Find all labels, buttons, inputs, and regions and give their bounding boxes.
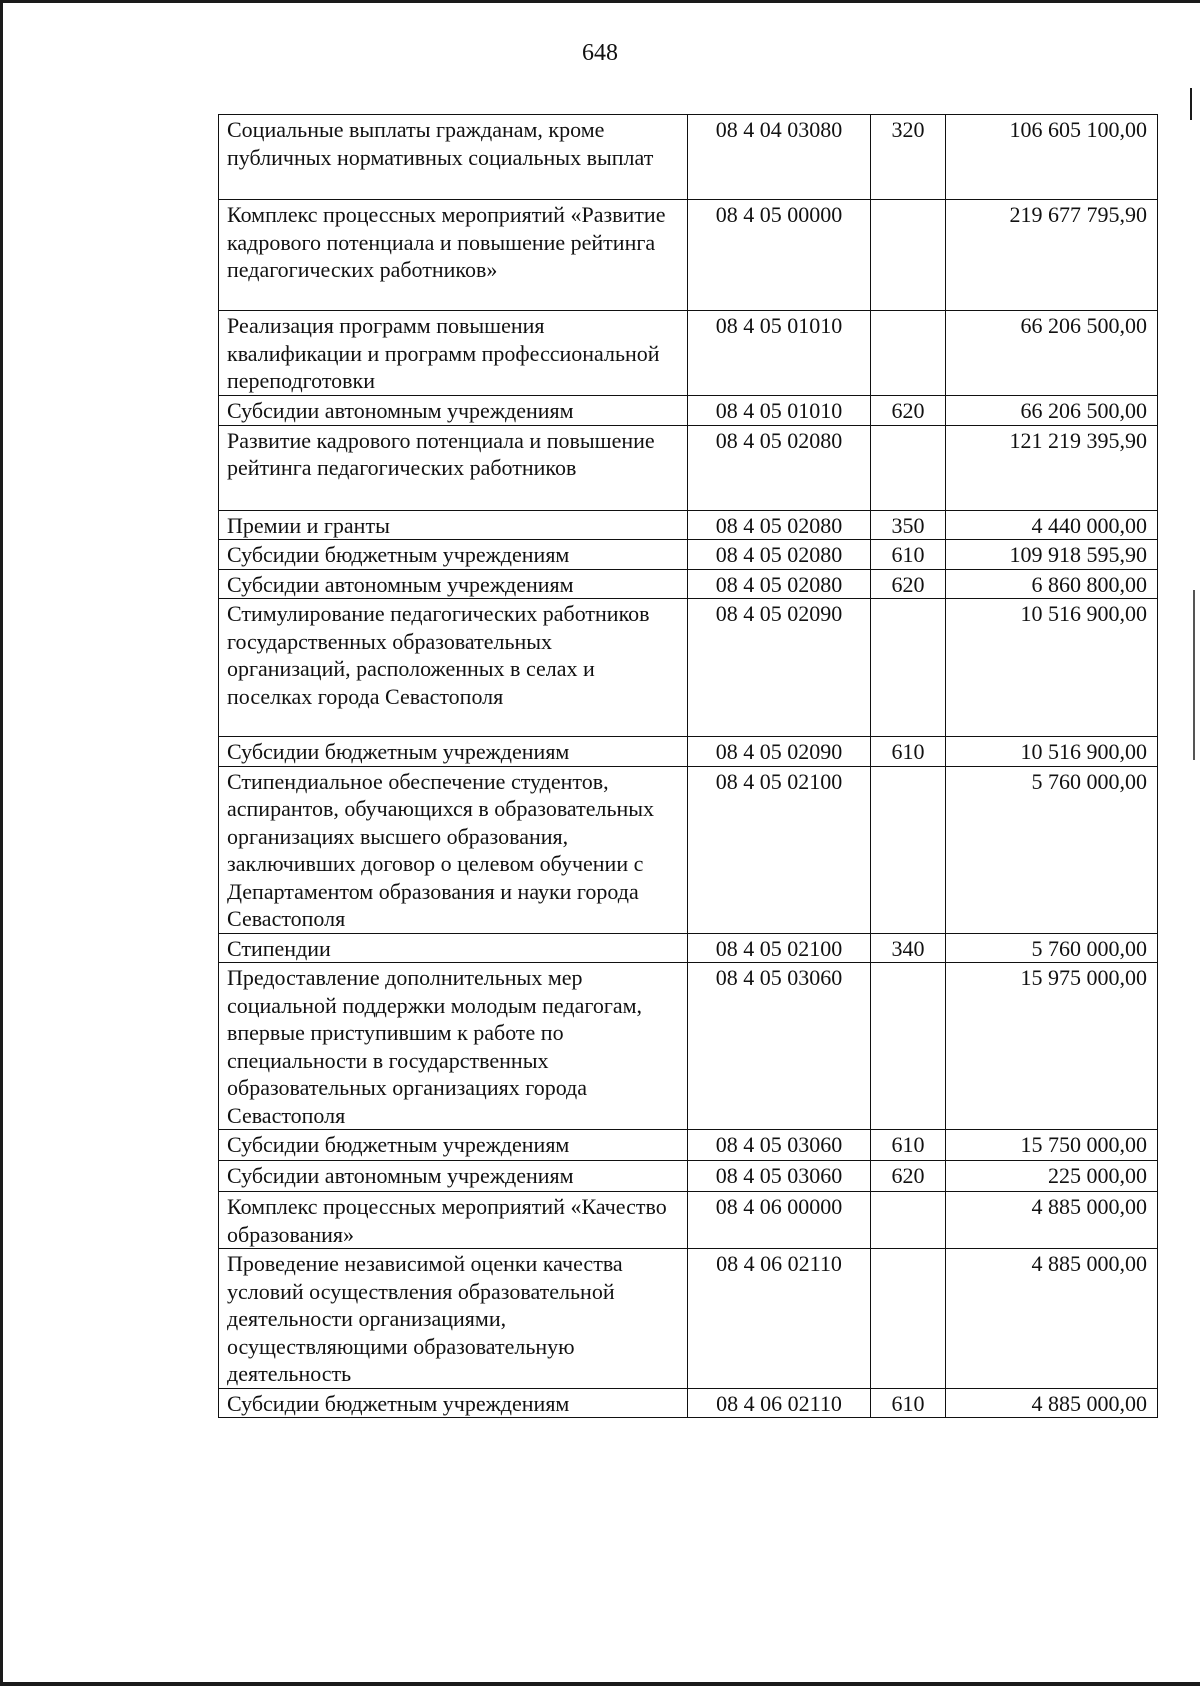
row-expense-type: 340 bbox=[871, 933, 946, 963]
row-code: 08 4 05 02100 bbox=[688, 766, 871, 933]
row-amount: 109 918 595,90 bbox=[946, 540, 1158, 570]
row-code: 08 4 06 02110 bbox=[688, 1249, 871, 1389]
row-amount: 4 885 000,00 bbox=[946, 1249, 1158, 1389]
row-code: 08 4 05 02080 bbox=[688, 425, 871, 510]
table-row bbox=[219, 200, 1158, 311]
row-name: Социальные выплаты гражданам, кроме публичных нормативных социальных выплат bbox=[219, 115, 688, 200]
row-expense-type bbox=[871, 963, 946, 1130]
row-amount: 225 000,00 bbox=[946, 1161, 1158, 1192]
row-amount: 10 516 900,00 bbox=[946, 737, 1158, 767]
row-expense-type bbox=[871, 311, 946, 396]
row-code: 08 4 05 02080 bbox=[688, 569, 871, 599]
row-expense-type: 320 bbox=[871, 115, 946, 200]
row-expense-type: 610 bbox=[871, 540, 946, 570]
row-code: 08 4 06 00000 bbox=[688, 1192, 871, 1249]
scan-border-top bbox=[0, 0, 1200, 3]
row-expense-type bbox=[871, 425, 946, 510]
table-row bbox=[219, 737, 1158, 767]
row-name: Субсидии бюджетным учреждениям bbox=[219, 1130, 688, 1161]
row-amount: 106 605 100,00 bbox=[946, 115, 1158, 200]
row-amount: 15 975 000,00 bbox=[946, 963, 1158, 1130]
row-code: 08 4 04 03080 bbox=[688, 115, 871, 200]
row-amount: 66 206 500,00 bbox=[946, 396, 1158, 426]
row-name: Развитие кадрового потенциала и повышение рейтинга педагогических работников bbox=[219, 425, 688, 510]
row-amount: 15 750 000,00 bbox=[946, 1130, 1158, 1161]
row-name: Комплекс процессных мероприятий «Качество образования» bbox=[219, 1192, 688, 1249]
scan-border-left bbox=[0, 0, 3, 1686]
table-row bbox=[219, 766, 1158, 933]
row-name: Проведение независимой оценки качества условий осуществления образовательной деятельности организациями, осуществляющими образовательную деятельность bbox=[219, 1249, 688, 1389]
row-amount: 121 219 395,90 bbox=[946, 425, 1158, 510]
table-row bbox=[219, 425, 1158, 510]
row-code: 08 4 05 00000 bbox=[688, 200, 871, 311]
row-expense-type: 350 bbox=[871, 510, 946, 540]
row-code: 08 4 05 03060 bbox=[688, 1130, 871, 1161]
row-expense-type: 610 bbox=[871, 1130, 946, 1161]
row-name: Реализация программ повышения квалификации и программ профессиональной переподготовки bbox=[219, 311, 688, 396]
scan-mark bbox=[1190, 88, 1192, 120]
table-row bbox=[219, 311, 1158, 396]
row-expense-type: 620 bbox=[871, 1161, 946, 1192]
row-code: 08 4 05 03060 bbox=[688, 963, 871, 1130]
row-amount: 5 760 000,00 bbox=[946, 933, 1158, 963]
row-name: Субсидии автономным учреждениям bbox=[219, 1161, 688, 1192]
row-amount: 4 885 000,00 bbox=[946, 1388, 1158, 1418]
row-expense-type: 610 bbox=[871, 737, 946, 767]
table-row bbox=[219, 599, 1158, 737]
row-code: 08 4 05 01010 bbox=[688, 396, 871, 426]
row-amount: 10 516 900,00 bbox=[946, 599, 1158, 737]
scan-border-bottom bbox=[0, 1682, 1200, 1686]
row-expense-type bbox=[871, 1249, 946, 1389]
table-row bbox=[219, 510, 1158, 540]
table-row bbox=[219, 1192, 1158, 1249]
row-name: Стипендиальное обеспечение студентов, аспирантов, обучающихся в образовательных организациях высшего образования, заключивших договор о целевом обучении с Департаментом образования и науки города Севастополя bbox=[219, 766, 688, 933]
row-name: Субсидии бюджетным учреждениям bbox=[219, 1388, 688, 1418]
row-code: 08 4 06 02110 bbox=[688, 1388, 871, 1418]
row-code: 08 4 05 02080 bbox=[688, 510, 871, 540]
table-row bbox=[219, 963, 1158, 1130]
row-code: 08 4 05 02090 bbox=[688, 599, 871, 737]
row-name: Субсидии бюджетным учреждениям bbox=[219, 737, 688, 767]
row-expense-type bbox=[871, 1192, 946, 1249]
table-row bbox=[219, 540, 1158, 570]
table-row bbox=[219, 1388, 1158, 1418]
table-row bbox=[219, 569, 1158, 599]
table-body bbox=[219, 115, 1158, 1418]
table-row bbox=[219, 1130, 1158, 1161]
row-code: 08 4 05 02080 bbox=[688, 540, 871, 570]
row-amount: 4 885 000,00 bbox=[946, 1192, 1158, 1249]
row-code: 08 4 05 01010 bbox=[688, 311, 871, 396]
row-amount: 219 677 795,90 bbox=[946, 200, 1158, 311]
row-expense-type: 610 bbox=[871, 1388, 946, 1418]
budget-table bbox=[218, 114, 1158, 1418]
row-amount: 6 860 800,00 bbox=[946, 569, 1158, 599]
row-expense-type bbox=[871, 200, 946, 311]
table-row bbox=[219, 1249, 1158, 1389]
row-code: 08 4 05 03060 bbox=[688, 1161, 871, 1192]
row-code: 08 4 05 02090 bbox=[688, 737, 871, 767]
row-amount: 4 440 000,00 bbox=[946, 510, 1158, 540]
row-name: Субсидии автономным учреждениям bbox=[219, 569, 688, 599]
scan-mark bbox=[1193, 590, 1195, 760]
page-number: 648 bbox=[582, 40, 618, 66]
table-row bbox=[219, 396, 1158, 426]
row-name: Премии и гранты bbox=[219, 510, 688, 540]
row-expense-type: 620 bbox=[871, 569, 946, 599]
row-name: Стимулирование педагогических работников государственных образовательных организаций, расположенных в селах и поселках города Севастополя bbox=[219, 599, 688, 737]
row-expense-type bbox=[871, 766, 946, 933]
row-name: Комплекс процессных мероприятий «Развитие кадрового потенциала и повышение рейтинга педагогических работников» bbox=[219, 200, 688, 311]
row-name: Предоставление дополнительных мер социальной поддержки молодым педагогам, впервые приступившим к работе по специальности в государственных образовательных организациях города Севастополя bbox=[219, 963, 688, 1130]
row-name: Субсидии бюджетным учреждениям bbox=[219, 540, 688, 570]
row-amount: 66 206 500,00 bbox=[946, 311, 1158, 396]
row-name: Стипендии bbox=[219, 933, 688, 963]
row-name: Субсидии автономным учреждениям bbox=[219, 396, 688, 426]
row-code: 08 4 05 02100 bbox=[688, 933, 871, 963]
table-row bbox=[219, 1161, 1158, 1192]
table-row bbox=[219, 115, 1158, 200]
row-amount: 5 760 000,00 bbox=[946, 766, 1158, 933]
row-expense-type: 620 bbox=[871, 396, 946, 426]
table-row bbox=[219, 933, 1158, 963]
row-expense-type bbox=[871, 599, 946, 737]
